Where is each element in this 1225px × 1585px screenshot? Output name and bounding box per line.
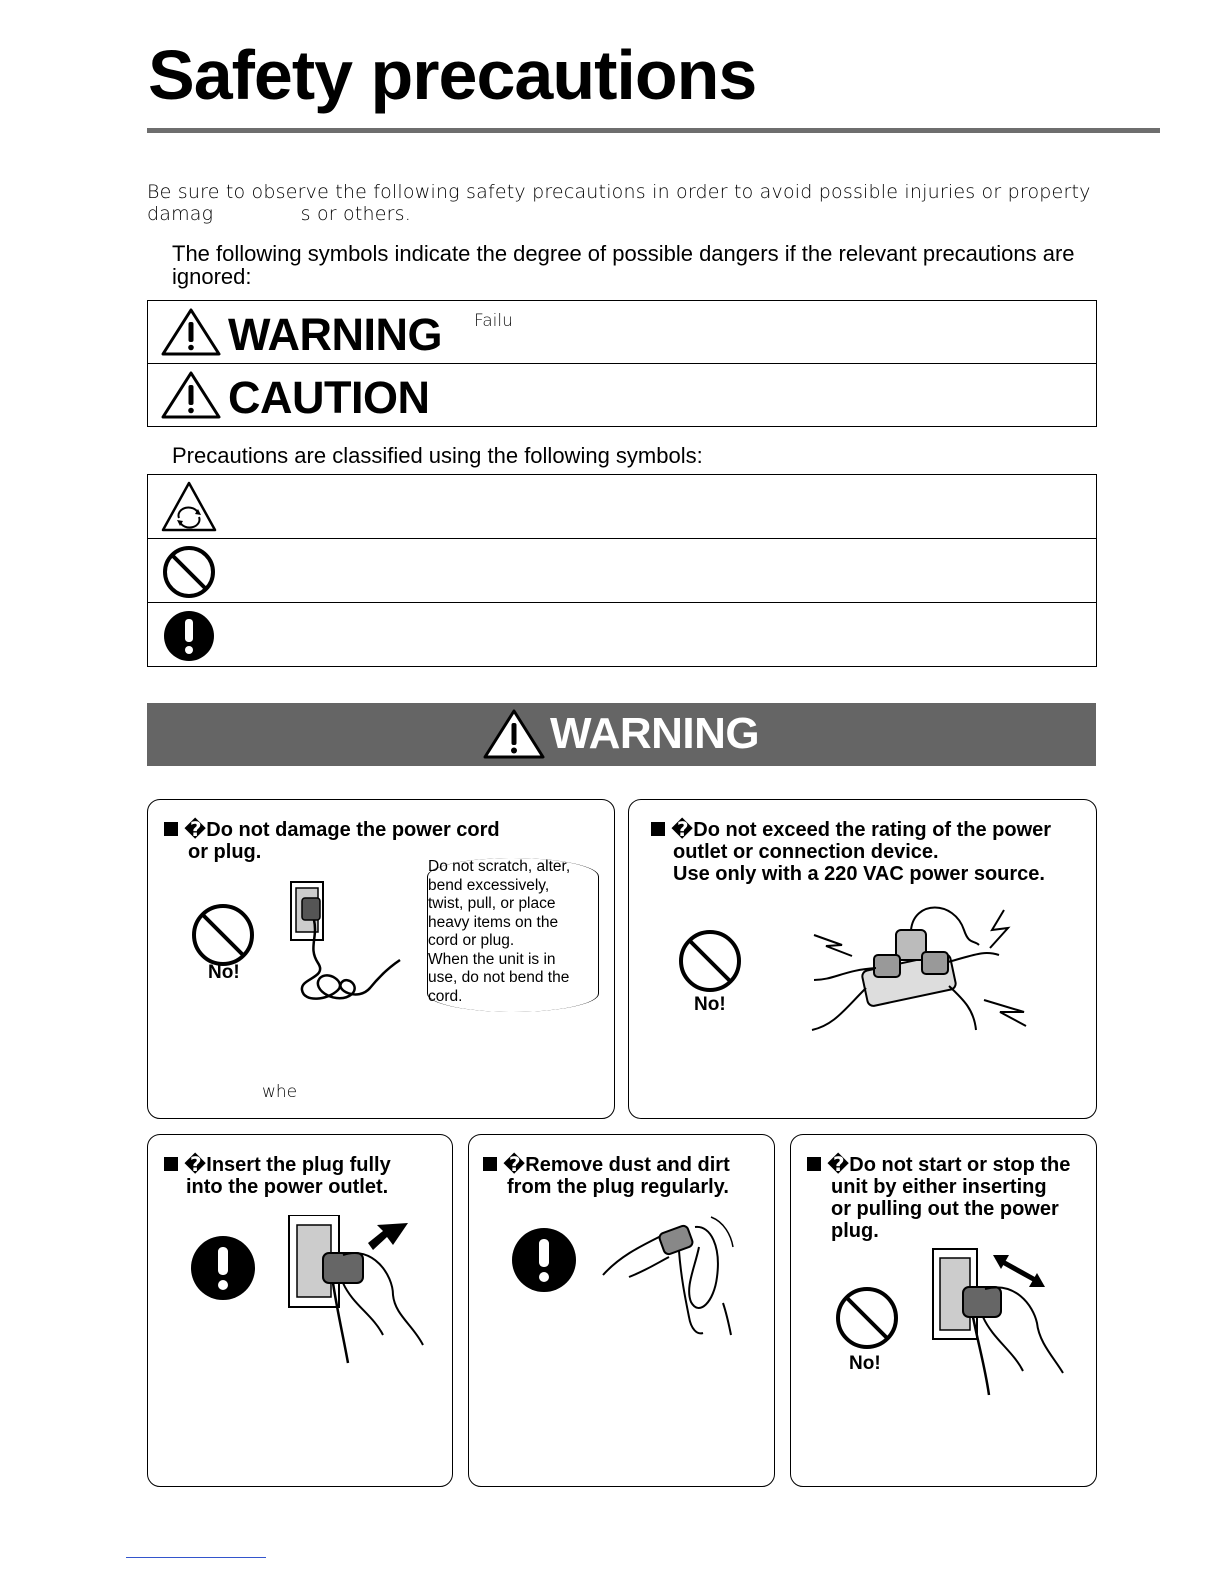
note-line: Do not scratch, alter, <box>428 858 571 875</box>
level-label-caution: CAUTION <box>228 372 430 423</box>
card-remove-dust <box>468 1134 775 1487</box>
heading-line: Do not exceed the rating of the power <box>693 819 1052 841</box>
heading-line: Use only with a 220 VAC power source. <box>673 863 1045 885</box>
footer-link-underline[interactable] <box>126 1557 266 1558</box>
heading-line: Insert the plug fully <box>206 1154 391 1176</box>
warning-banner <box>147 703 1096 766</box>
rotation-caution-icon <box>160 480 218 534</box>
card-power-cord-heading <box>164 819 500 863</box>
card-start-stop-heading <box>807 1154 1070 1242</box>
note-line: cord. <box>428 987 463 1005</box>
intro-line-2: damag s or others. <box>147 203 411 225</box>
note-line: use, do not bend the <box>428 969 570 986</box>
cleaning-plug-illustration-icon <box>599 1207 739 1337</box>
warning-banner-content <box>482 708 759 760</box>
heading-line: Do not damage the power cord <box>206 819 500 841</box>
intro-text <box>147 181 1107 225</box>
card-power-cord <box>147 799 615 1119</box>
unknown-glyph: � <box>184 1154 207 1176</box>
caution-triangle-icon <box>160 370 222 420</box>
heading-line: Do not start or stop the <box>849 1154 1071 1176</box>
card-insert-plug-heading <box>164 1154 391 1198</box>
lead-symbols: Precautions are classified using the following symbols: <box>172 443 703 468</box>
mandatory-icon <box>511 1227 577 1293</box>
square-bullet-icon <box>651 822 665 836</box>
mandatory-icon <box>160 608 218 662</box>
pulling-plug-illustration-icon <box>929 1247 1079 1397</box>
card-start-stop <box>790 1134 1097 1487</box>
warning-banner-label: WARNING <box>550 709 760 758</box>
title-rule <box>147 128 1160 133</box>
card-remove-dust-heading <box>483 1154 730 1198</box>
heading-line: from the plug regularly. <box>507 1176 729 1198</box>
page-title: Safety precautions <box>148 36 757 114</box>
level-row-caution <box>148 363 1096 426</box>
cord-note <box>427 858 599 1012</box>
prohibited-icon <box>160 544 218 598</box>
unknown-glyph: � <box>827 1154 850 1176</box>
symbols-table <box>147 474 1097 667</box>
no-label: No! <box>208 962 240 983</box>
square-bullet-icon <box>483 1157 497 1171</box>
square-bullet-icon <box>164 822 178 836</box>
note-line: heavy items on the <box>428 913 559 931</box>
square-bullet-icon <box>164 1157 178 1171</box>
prohibited-icon <box>677 928 743 994</box>
symbol-row-caution <box>148 475 1096 538</box>
prohibited-icon <box>190 902 256 968</box>
heading-line: unit by either inserting <box>831 1176 1047 1198</box>
square-bullet-icon <box>807 1157 821 1171</box>
heading-line: into the power outlet. <box>186 1176 389 1198</box>
level-row-warning <box>148 301 1096 363</box>
unknown-glyph: � <box>671 819 694 841</box>
lead-levels: The following symbols indicate the degree of possible dangers if the relevant precautions are ignored: <box>172 241 1075 289</box>
no-label: No! <box>694 994 726 1015</box>
warning-triangle-icon <box>482 708 546 760</box>
level-label-warning: WARNING <box>228 309 442 360</box>
note-line: bend excessively, <box>428 876 550 894</box>
heading-line: plug. <box>831 1220 879 1242</box>
partial-text: whe <box>262 1082 298 1102</box>
unknown-glyph: � <box>184 819 207 841</box>
card-power-rating-heading <box>651 819 1051 885</box>
prohibited-icon <box>834 1285 900 1351</box>
intro-line-1: Be sure to observe the following safety precautions in order to avoid possible injuries or property <box>147 181 1091 203</box>
mandatory-icon <box>190 1235 256 1301</box>
heading-line: or plug. <box>188 841 262 863</box>
symbol-row-mandatory <box>148 602 1096 666</box>
card-insert-plug <box>147 1134 453 1487</box>
symbol-row-prohibited <box>148 538 1096 602</box>
warning-triangle-icon <box>160 307 222 357</box>
plug-insertion-illustration-icon <box>283 1215 433 1365</box>
note-line: When the unit is in <box>428 950 556 968</box>
note-line: cord or plug. <box>428 932 515 949</box>
note-line: twist, pull, or place <box>428 895 556 912</box>
heading-line: or pulling out the power <box>831 1198 1059 1220</box>
level-desc-warning: Failu <box>474 311 513 331</box>
unknown-glyph: � <box>503 1154 526 1176</box>
heading-line: outlet or connection device. <box>673 841 939 863</box>
card-power-rating <box>628 799 1097 1119</box>
overloaded-power-strip-icon <box>804 900 1044 1040</box>
danger-levels-table <box>147 300 1097 427</box>
damaged-cord-illustration-icon <box>288 878 408 1008</box>
no-label: No! <box>849 1353 881 1374</box>
heading-line: Remove dust and dirt <box>525 1154 730 1176</box>
